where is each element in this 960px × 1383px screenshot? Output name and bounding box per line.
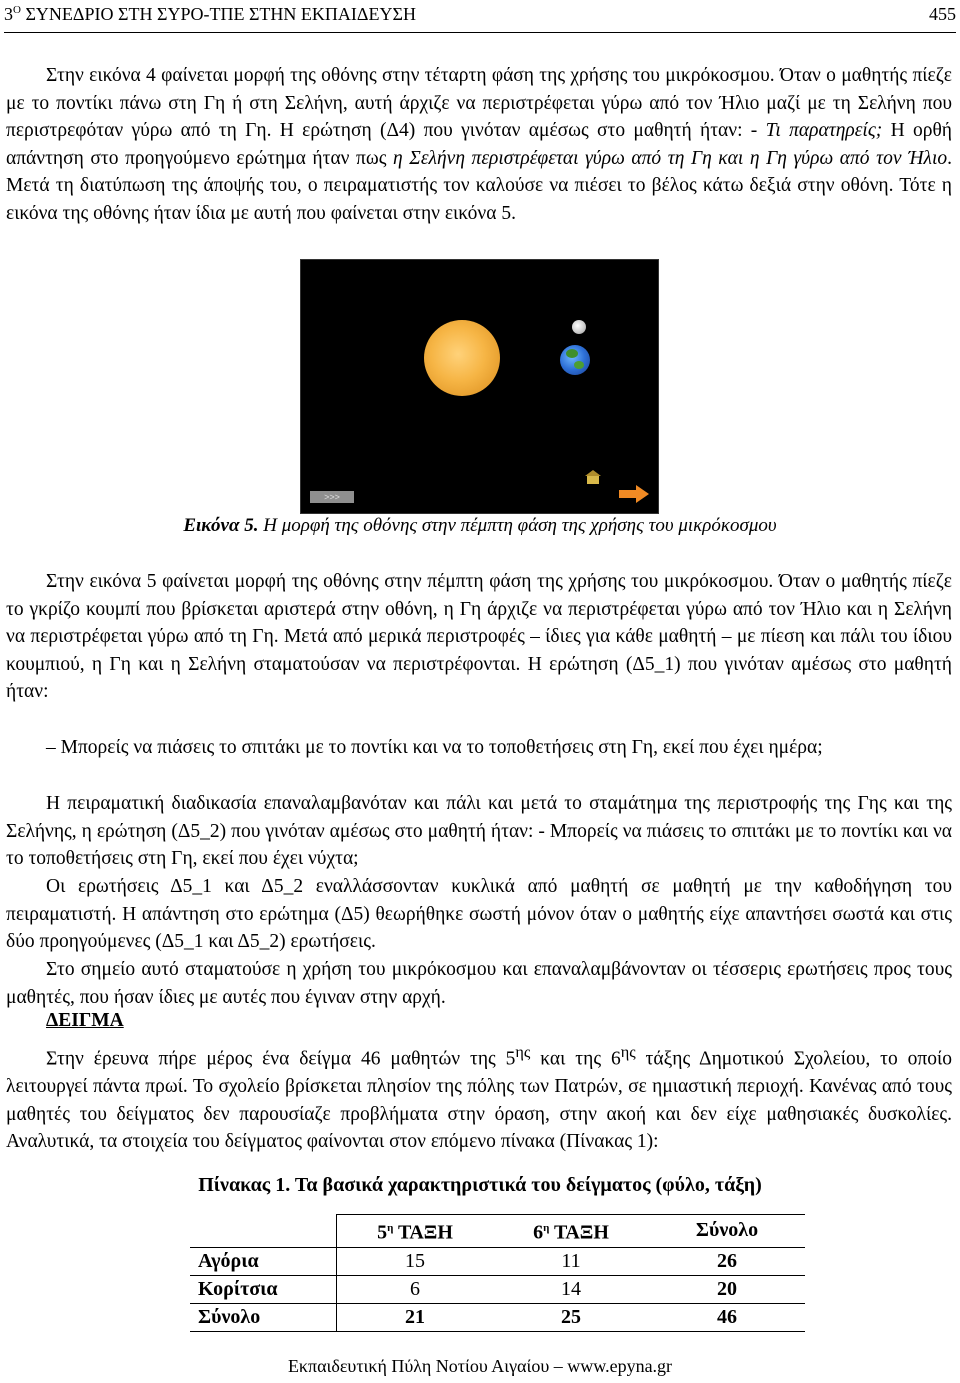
cell-value: 25 <box>493 1303 649 1331</box>
figure-caption: Εικόνα 5. Η μορφή της οθόνης στην πέμπτη φάση της χρήσης του μικρόκοσμου <box>183 515 777 536</box>
next-arrow-icon[interactable] <box>619 485 649 503</box>
header-rule <box>4 32 956 33</box>
house-icon[interactable] <box>585 470 601 484</box>
column-header-total: Σύνολο <box>649 1215 805 1248</box>
cell-value: 15 <box>337 1247 494 1275</box>
cell-value: 21 <box>337 1303 494 1331</box>
cell-value: 6 <box>337 1275 494 1303</box>
sample-table <box>190 1214 805 1332</box>
row-label: Σύνολο <box>190 1303 337 1331</box>
column-header-grade5: $5^\eta$ ΤΑΞΗ <box>337 1215 494 1248</box>
paragraph-sample: Στην έρευνα πήρε μέρος ένα δείγμα 46 μαθητών της $5^{\eta\varsigma}$ και της $6^{\eta\varsigma}$ τάξης Δημοτικού Σχολείου, το οποίο λειτουργεί πάντα πρωί. Το σχολείο βρίσκεται πλησίον της πόλης των Πατρών, σε ημιαστική περιοχή. Κανένας από τους μαθητές του δείγματος δεν παρουσίαζε προβλήματα στην όραση, στην ακοή και δεν είχε μαθησιακές δυσκολίες. Αναλυτικά, τα στοιχεία του δείγματος φαίνονται στον επόμενο πίνακα (Πίνακας 1): <box>6 1043 952 1153</box>
table-row <box>190 1247 805 1275</box>
page-number: 455 <box>929 4 956 24</box>
paragraph-end-of-use: Στο σημείο αυτό σταματούσε η χρήση του μικρόκοσμου και επαναλαμβάνονταν οι τέσσερις ερωτήσεις προς τους μαθητές, που ήσαν ίδιες με αυτές που έγιναν στην αρχή. <box>6 959 952 1008</box>
page-footer: Εκπαιδευτική Πύλη Νοτίου Αιγαίου – www.epyna.gr <box>287 1356 673 1376</box>
paragraph-question-night: Η πειραματική διαδικασία επαναλαμβανόταν και πάλι και μετά το σταμάτημα της περιστροφής της Γης και της Σελήνης, η ερώτηση (Δ5_2) που γινόταν αμέσως στο μαθητή ήταν: - Μπορείς να πιάσεις το σπιτάκι με το ποντίκι και να το τοποθετήσεις στη Γη, εκεί που έχει νύχτα; <box>6 793 952 870</box>
cell-total: 20 <box>649 1275 805 1303</box>
section-heading: ΔΕΙΓΜΑ <box>46 1010 124 1031</box>
cell-value: 11 <box>493 1247 649 1275</box>
row-label: Κορίτσια <box>190 1275 337 1303</box>
paragraph-question-day: – Μπορείς να πιάσεις το σπιτάκι με το ποντίκι και να το τοποθετήσεις στη Γη, εκεί που έχει ημέρα; <box>46 737 823 758</box>
rotate-button[interactable]: >>> <box>310 491 354 503</box>
cell-total: 26 <box>649 1247 805 1275</box>
paragraph-figure4: Στην εικόνα 4 φαίνεται μορφή της οθόνης στην τέταρτη φάση της χρήσης του μικρόκοσμου. Όταν ο μαθητής πίεζε με το ποντίκι πάνω στη Γη ή στη Σελήνη, αυτή άρχιζε να περιστρέφεται γύρω από τον Ήλιο μαζί με τη Σελήνη που περιστρεφόταν γύρω από τη Γη. Η ερώτηση (Δ4) που γινόταν αμέσως στο μαθητή ήταν: - Τι παρατηρείς; Η ορθή απάντηση στο προηγούμενο ερώτημα ήταν πως η Σελήνη περιστρέφεται γύρω από τη Γη και η Γη γύρω από τον Ήλιο. Μετά τη διατύπωση της άποψής του, ο πειραματιστής τον καλούσε να πιέσει το βέλος κάτω δεξιά στην οθόνη. Τότε η εικόνα της οθόνης ήταν ίδια με αυτή που φαίνεται στην εικόνα 5. <box>6 65 953 224</box>
earth-icon[interactable] <box>560 345 590 375</box>
running-title: $3^O$ ΣΥΝΕΔΡΙΟ ΣΤΗ ΣΥΡΟ-ΤΠΕ ΣΤΗΝ ΕΚΠΑΙΔΕΥΣΗ <box>4 4 416 24</box>
cell-value: 14 <box>493 1275 649 1303</box>
column-header-grade6: $6^\eta$ ΤΑΞΗ <box>493 1215 649 1248</box>
microworld-screenshot <box>300 259 659 514</box>
table-row <box>190 1275 805 1303</box>
paragraph-figure5: Στην εικόνα 5 φαίνεται μορφή της οθόνης στην πέμπτη φάση της χρήσης του μικρόκοσμου. Όταν ο μαθητής πίεζε το γκρίζο κουμπί που βρίσκεται αριστερά στην οθόνη, η Γη άρχιζε να περιστρέφεται γύρω από τον Ήλιο και η Σελήνη να περιστρέφεται γύρω από τη Γη. Μετά από μερικά περιστροφές – ίδιες για κάθε μαθητή – με πίεση και πάλι του ίδιου κουμπιού, η Γη και η Σελήνη σταματούσαν να περιστρέφονται. Η ερώτηση (Δ5_1) που γινόταν αμέσως στο μαθητή ήταν: <box>6 571 952 703</box>
page-header <box>4 0 956 32</box>
moon-icon[interactable] <box>572 320 586 334</box>
table-row <box>190 1303 805 1331</box>
table-caption: Πίνακας 1. Τα βασικά χαρακτηριστικά του δείγματος (φύλο, τάξη) <box>198 1174 762 1196</box>
cell-total: 46 <box>649 1303 805 1331</box>
sun-icon <box>424 320 500 396</box>
table-header-row <box>190 1215 805 1248</box>
paragraph-answer-criteria: Οι ερωτήσεις Δ5_1 και Δ5_2 εναλλάσσονταν κυκλικά από μαθητή σε μαθητή με την καθοδήγηση του πειραματιστή. Η απάντηση στο ερώτημα (Δ5) θεωρήθηκε σωστή μόνον όταν ο μαθητής είχε απαντήσει σωστά και στις δύο προηγούμενες (Δ5_1 και Δ5_2) ερωτήσεις. <box>6 876 952 953</box>
row-label: Αγόρια <box>190 1247 337 1275</box>
